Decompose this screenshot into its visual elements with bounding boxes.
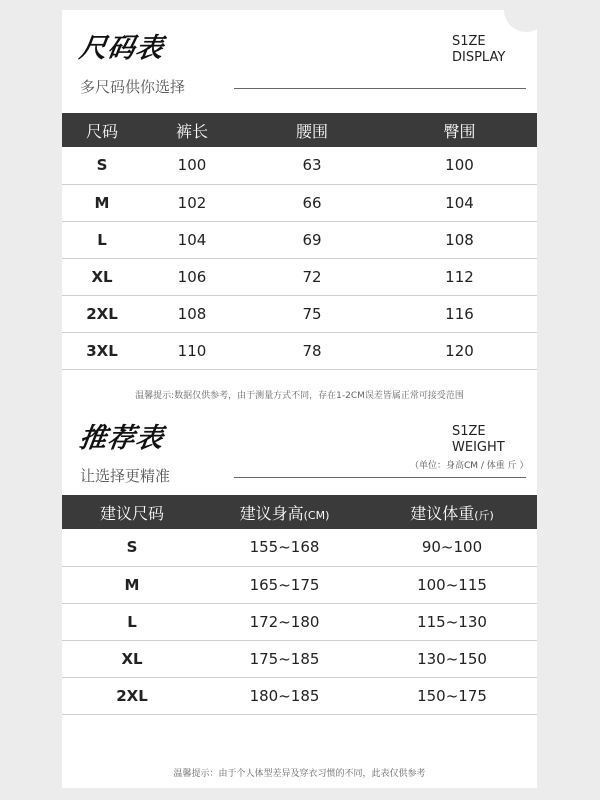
table-row <box>62 184 537 221</box>
recommend-note: 温馨提示：由于个人体型差异及穿衣习惯的不同，此表仅供参考 <box>173 769 426 779</box>
cell-size: L <box>62 603 202 640</box>
cell-length: 102 <box>142 184 242 221</box>
divider-line <box>234 477 526 478</box>
recommend-subtitle: 让选择更精准 <box>80 467 171 485</box>
cell-hip: 112 <box>382 258 537 295</box>
cell-weight: 90~100 <box>367 529 537 566</box>
cell-size: L <box>62 221 142 258</box>
table-row <box>62 529 537 566</box>
cell-height: 172~180 <box>202 603 367 640</box>
recommend-title: 推荐表 <box>77 423 166 454</box>
cell-hip: 120 <box>382 332 537 369</box>
cell-size: 3XL <box>62 332 142 369</box>
table-row <box>62 258 537 295</box>
cell-weight: 130~150 <box>367 640 537 677</box>
cell-size: S <box>62 147 142 184</box>
col-length: 裤长 <box>142 113 242 147</box>
unit-note: （单位：身高CM / 体重 斤 ） <box>410 461 529 471</box>
cell-waist: 72 <box>242 258 382 295</box>
cell-size: 2XL <box>62 295 142 332</box>
cell-height: 175~185 <box>202 640 367 677</box>
cell-size: S <box>62 529 202 566</box>
cell-size: M <box>62 566 202 603</box>
size-chart-card <box>62 10 537 788</box>
cell-waist: 66 <box>242 184 382 221</box>
tag-line-2: DISPLAY <box>452 50 506 65</box>
col-suggested-height <box>202 495 367 529</box>
col-unit: (CM) <box>303 508 330 522</box>
cell-weight: 115~130 <box>367 603 537 640</box>
card-notch <box>504 0 548 32</box>
recommend-table-header <box>62 495 537 529</box>
tag-line-2: WEIGHT <box>452 440 505 455</box>
col-label: 建议尺码 <box>99 503 164 523</box>
cell-hip: 100 <box>382 147 537 184</box>
table-row <box>62 640 537 677</box>
tag-line-1: S1ZE <box>452 424 486 439</box>
cell-hip: 116 <box>382 295 537 332</box>
col-waist: 腰围 <box>242 113 382 147</box>
table-row <box>62 677 537 714</box>
size-table-header <box>62 113 537 147</box>
size-chart-title: 尺码表 <box>77 33 166 64</box>
cell-size: M <box>62 184 142 221</box>
divider-line <box>234 88 526 89</box>
col-label: 建议体重 <box>410 503 475 523</box>
cell-length: 106 <box>142 258 242 295</box>
cell-waist: 75 <box>242 295 382 332</box>
table-row <box>62 566 537 603</box>
tag-line-1: S1ZE <box>452 34 486 49</box>
cell-length: 108 <box>142 295 242 332</box>
cell-hip: 108 <box>382 221 537 258</box>
recommend-table <box>62 495 537 715</box>
cell-waist: 63 <box>242 147 382 184</box>
cell-height: 165~175 <box>202 566 367 603</box>
col-suggested-size <box>62 495 202 529</box>
cell-height: 180~185 <box>202 677 367 714</box>
size-table <box>62 113 537 370</box>
cell-hip: 104 <box>382 184 537 221</box>
col-suggested-weight <box>367 495 537 529</box>
cell-size: XL <box>62 640 202 677</box>
table-row <box>62 295 537 332</box>
cell-height: 155~168 <box>202 529 367 566</box>
cell-size: 2XL <box>62 677 202 714</box>
cell-length: 104 <box>142 221 242 258</box>
cell-weight: 100~115 <box>367 566 537 603</box>
col-label: 建议身高 <box>239 503 304 523</box>
cell-waist: 69 <box>242 221 382 258</box>
table-row <box>62 603 537 640</box>
size-chart-subtitle: 多尺码供你选择 <box>80 78 186 96</box>
cell-length: 110 <box>142 332 242 369</box>
cell-weight: 150~175 <box>367 677 537 714</box>
col-hip: 臀围 <box>382 113 537 147</box>
table-row <box>62 147 537 184</box>
table-row <box>62 221 537 258</box>
cell-size: XL <box>62 258 142 295</box>
col-unit: (斤) <box>474 508 494 522</box>
cell-waist: 78 <box>242 332 382 369</box>
size-display-tag <box>452 34 505 66</box>
table-row <box>62 332 537 369</box>
size-weight-tag <box>410 424 529 474</box>
col-size: 尺码 <box>62 113 142 147</box>
size-chart-note: 温馨提示:数据仅供参考，由于测量方式不同，存在1-2CM误差皆属正常可接受范围 <box>135 391 464 401</box>
cell-length: 100 <box>142 147 242 184</box>
